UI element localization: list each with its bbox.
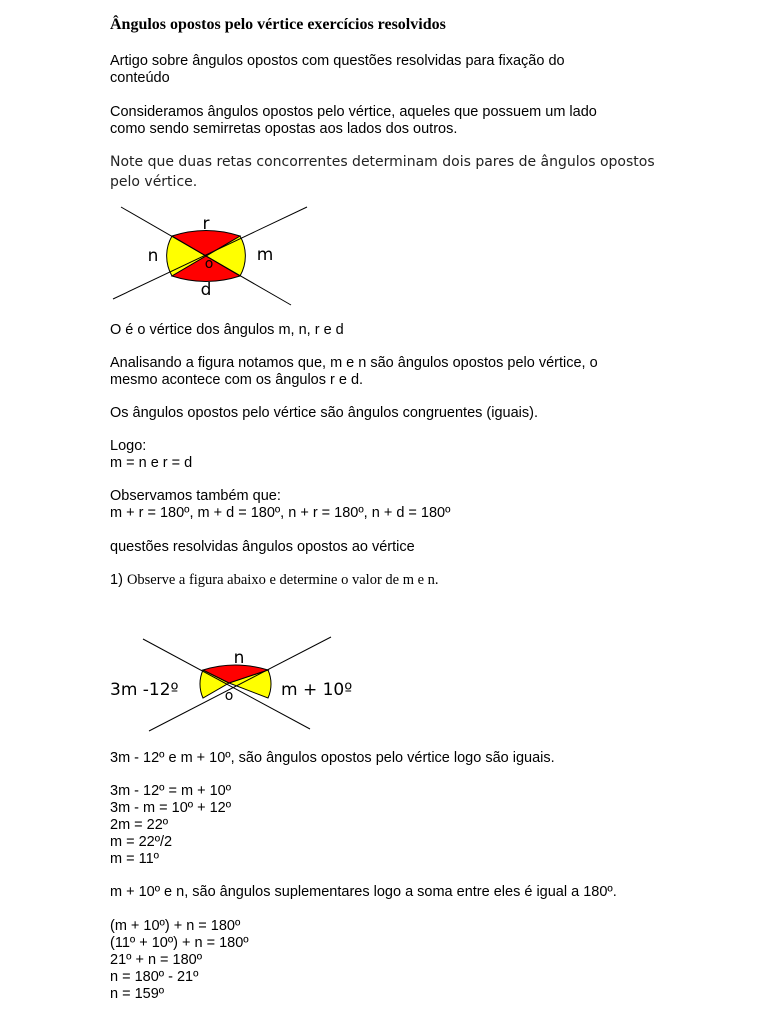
label-m-plus-10: m + 10º bbox=[281, 680, 353, 700]
label-r: r bbox=[202, 214, 210, 234]
vertex-text: O é o vértice dos ângulos m, n, r e d bbox=[110, 322, 344, 338]
definition-line-1: Consideramos ângulos opostos pelo vértice, aqueles que possuem um lado bbox=[110, 104, 597, 120]
label-3m-minus-12: 3m -12º bbox=[110, 680, 179, 700]
question-1 bbox=[110, 572, 439, 589]
label-o: o bbox=[204, 256, 214, 272]
solution-step-1: 3m - 12º = m + 10º bbox=[110, 783, 232, 799]
question-1-number: 1) bbox=[110, 572, 123, 588]
analysis-line-1: Analisando a figura notamos que, m e n são ângulos opostos pelo vértice, o bbox=[110, 355, 598, 371]
questions-heading: questões resolvidas ângulos opostos ao vértice bbox=[110, 539, 415, 555]
figure-2-angles bbox=[105, 632, 375, 742]
definition-line-2: como sendo semirretas opostas aos lados dos outros. bbox=[110, 121, 458, 137]
solution-2-intro: m + 10º e n, são ângulos suplementares logo a soma entre eles é igual a 180º. bbox=[110, 884, 617, 900]
solution-2-step-2: (11º + 10º) + n = 180º bbox=[110, 935, 249, 951]
question-1-text: Observe a figura abaixo e determine o valor de m e n. bbox=[126, 572, 439, 588]
solution-step-5: m = 11º bbox=[110, 851, 159, 867]
observe-line-2: m + r = 180º, m + d = 180º, n + r = 180º, n + d = 180º bbox=[110, 505, 451, 521]
observe-line-1: Observamos também que: bbox=[110, 488, 281, 504]
solution-2-step-3: 21º + n = 180º bbox=[110, 952, 203, 968]
solution-step-4: m = 22º/2 bbox=[110, 834, 173, 850]
label-o: o bbox=[224, 688, 234, 704]
solution-step-2: 3m - m = 10º + 12º bbox=[110, 800, 232, 816]
note-line-1: Note que duas retas concorrentes determinam dois pares de ângulos opostos bbox=[110, 154, 655, 170]
page-title: Ângulos opostos pelo vértice exercícios resolvidos bbox=[110, 16, 446, 33]
intro-line-1: Artigo sobre ângulos opostos com questões resolvidas para fixação do bbox=[110, 53, 565, 69]
logo-line-1: Logo: bbox=[110, 438, 147, 454]
label-d: d bbox=[200, 280, 212, 300]
note-line-2: pelo vértice. bbox=[110, 174, 198, 190]
solution-step-3: 2m = 22º bbox=[110, 817, 169, 833]
solution-2-step-1: (m + 10º) + n = 180º bbox=[110, 918, 241, 934]
analysis-line-2: mesmo acontece com os ângulos r e d. bbox=[110, 372, 364, 388]
congruent-text: Os ângulos opostos pelo vértice são ângulos congruentes (iguais). bbox=[110, 405, 539, 421]
label-n: n bbox=[233, 648, 245, 668]
logo-line-2: m = n e r = d bbox=[110, 455, 193, 471]
intro-line-2: conteúdo bbox=[110, 70, 170, 86]
figure-1-angles bbox=[105, 200, 365, 310]
solution-2-step-5: n = 159º bbox=[110, 986, 165, 1002]
solution-2-step-4: n = 180º - 21º bbox=[110, 969, 199, 985]
solution-intro: 3m - 12º e m + 10º, são ângulos opostos pelo vértice logo são iguais. bbox=[110, 750, 555, 766]
label-n: n bbox=[147, 246, 159, 266]
label-m: m bbox=[256, 245, 274, 265]
